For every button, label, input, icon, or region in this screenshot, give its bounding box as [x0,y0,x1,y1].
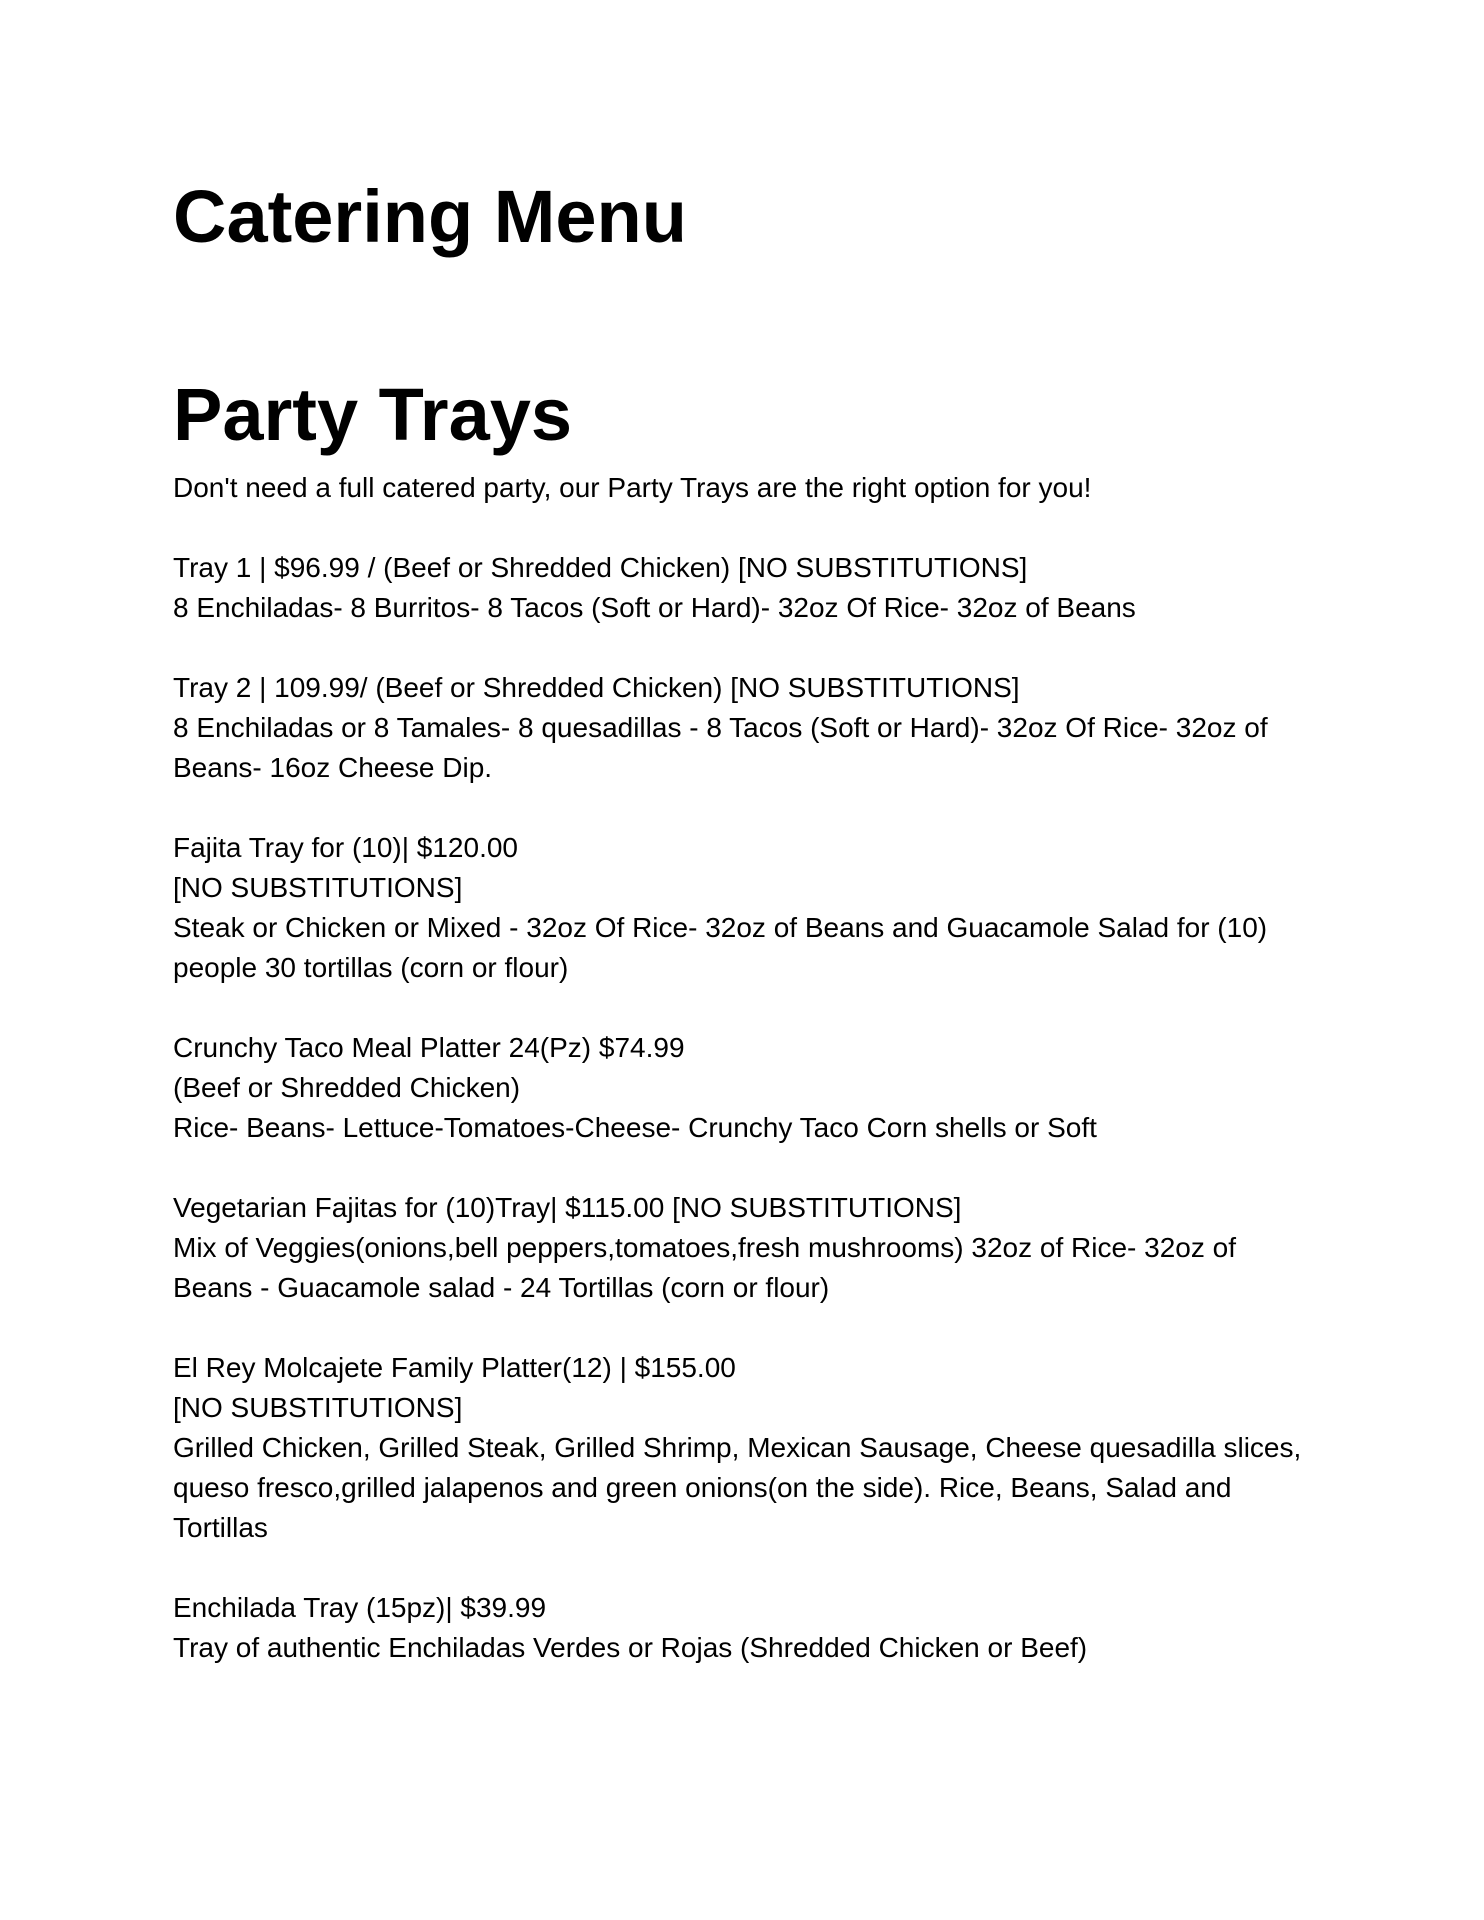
item-description: Rice- Beans- Lettuce-Tomatoes-Cheese- Crunchy Taco Corn shells or Soft [173,1112,1097,1143]
menu-item-crunchy-taco-platter [173,1028,1313,1148]
item-heading: Vegetarian Fajitas for (10)Tray| $115.00 [NO SUBSTITUTIONS] [173,1192,962,1223]
item-heading: Tray 1 | $96.99 / (Beef or Shredded Chicken) [NO SUBSTITUTIONS] [173,552,1028,583]
document-title: Catering Menu [173,175,687,258]
item-description: Grilled Chicken, Grilled Steak, Grilled Shrimp, Mexican Sausage, Cheese quesadilla slices, queso fresco,grilled jalapenos and green onions(on the side). Rice, Beans, Salad and Tortillas [173,1432,1302,1543]
item-description: Mix of Veggies(onions,bell peppers,tomatoes,fresh mushrooms) 32oz of Rice- 32oz of Beans - Guacamole salad - 24 Tortillas (corn or flour) [173,1232,1236,1303]
item-note: [NO SUBSTITUTIONS] [173,872,463,903]
party-trays-content [173,468,1313,1708]
item-note: (Beef or Shredded Chicken) [173,1072,521,1103]
item-note: [NO SUBSTITUTIONS] [173,1392,463,1423]
menu-item-tray-1 [173,548,1313,628]
menu-item-tray-2 [173,668,1313,788]
item-heading: Enchilada Tray (15pz)| $39.99 [173,1592,547,1623]
item-description: Steak or Chicken or Mixed - 32oz Of Rice- 32oz of Beans and Guacamole Salad for (10) people 30 tortillas (corn or flour) [173,912,1268,983]
menu-item-fajita-tray [173,828,1313,988]
item-heading: Fajita Tray for (10)| $120.00 [173,832,518,863]
section-title: Party Trays [173,373,573,456]
intro-text: Don't need a full catered party, our Party Trays are the right option for you! [173,472,1092,503]
menu-item-enchilada-tray [173,1588,1313,1668]
menu-item-vegetarian-fajitas [173,1188,1313,1308]
item-heading: Crunchy Taco Meal Platter 24(Pz) $74.99 [173,1032,685,1063]
item-heading: El Rey Molcajete Family Platter(12) | $155.00 [173,1352,736,1383]
item-description: 8 Enchiladas- 8 Burritos- 8 Tacos (Soft or Hard)- 32oz Of Rice- 32oz of Beans [173,592,1136,623]
item-description: 8 Enchiladas or 8 Tamales- 8 quesadillas - 8 Tacos (Soft or Hard)- 32oz Of Rice- 32oz of Beans- 16oz Cheese Dip. [173,712,1268,783]
item-heading: Tray 2 | 109.99/ (Beef or Shredded Chicken) [NO SUBSTITUTIONS] [173,672,1020,703]
item-description: Tray of authentic Enchiladas Verdes or Rojas (Shredded Chicken or Beef) [173,1632,1088,1663]
menu-item-molcajete-platter [173,1348,1313,1548]
